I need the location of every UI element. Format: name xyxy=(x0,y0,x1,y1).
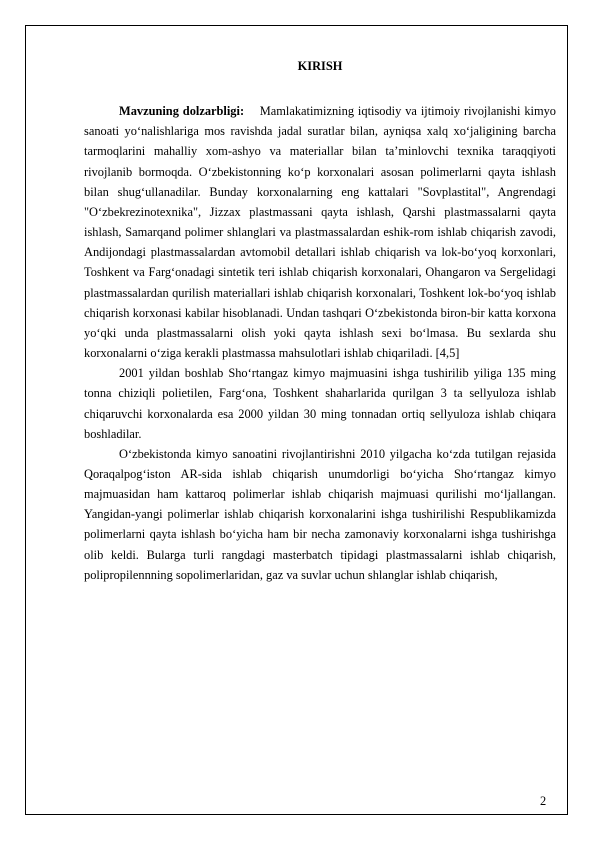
page-number: 2 xyxy=(540,794,547,808)
relevance-text: Mamlakatimizning iqtisodiy va ijtimoiy rivojlanishi kimyo sanoati yo‘nalishlariga mos ravishda jadal suratlar bilan, ayniqsa xalq xo‘jaligining barcha tarmoqlarini mahalliy xom-ashyo va materiallar bilan ta’minlovchi texnika taraqqiyoti rivojlanib bormoqda. O‘zbekistonning ko‘p korxonalari asosan polimerlarni qayta ishlash bilan shug‘ullanadilar. Bunday korxonalarning eng kattalari "Sovplastital", Angrendagi "O‘zbekrezinotexnika", Jizzax plastmassani qayta ishlash, Qarshi plastmassalarni qayta ishlash, Samarqand polimer shlanglari va plastmassalardan eshik-rom ishlab chiqarish zavodi, Andijondagi plastmassalardan avtomobil detallari ishlab chiqarish va lok-bo‘yoq korxonlari, Toshkent va Farg‘onadagi sintetik teri ishlab chiqarish korxonalari, Ohangaron va Sergelidagi plastmassalardan qurilish materiallari ishlab chiqarish korxonalari, Toshkent lok-bo‘yoq ishlab chiqarish korxonasi kabilar hisoblanadi. Undan tashqari O‘zbekistonda biron-bir katta korxona yo‘qki unda plastmassalarni olish yoki qayta ishlash sexi bo‘lmasa. Bu sexlarda shu korxonalarni o‘ziga kerakli plastmassa mahsulotlari ishlab chiqariladi. [4,5] xyxy=(84,104,556,361)
document-body xyxy=(84,50,556,585)
paragraph-shortangaz: 2001 yildan boshlab Sho‘rtangaz kimyo majmuasini ishga tushirilib yiliga 135 ming tonna chiziqli polietilen, Farg‘ona, Toshkent shaharlarida qurilgan 3 ta sellyuloza ishlab chiqaruvchi korxonalarda esa 2000 yildan 30 ming tonnadan ortiq sellyuloza ishlab chiqara boshladilar. xyxy=(84,366,556,441)
paragraph-chemical-industry-plan: O‘zbekistonda kimyo sanoatini rivojlantirishni 2010 yilgacha ko‘zda tutilgan rejasida Qoraqalpog‘iston AR-sida ishlab chiqarish unumdorligi bo‘yicha Sho‘rtangaz kimyo majmuasidan ham kattaroq polimerlar ishlab chiqarish majmuasi qurilishi mo‘ljallangan. Yangidan-yangi polimerlar ishlab chiqarish korxonalarini ishga tushirilishi Respublikamizda polimerlarni qayta ishlash bo‘yicha ham bir necha zamonaviy korxonalarni ishga tushirishga olib keldi. Bularga turli rangdagi masterbatch tipidagi plastmassalarni ishlab chiqarish, polipropilennning sopolimerlaridan, gaz va suvlar uchun shlanglar ishlab chiqarish, xyxy=(84,446,556,582)
relevance-lead: Mavzuning dolzarbligi: xyxy=(119,104,245,119)
section-title: KIRISH xyxy=(297,59,343,73)
paragraph-relevance xyxy=(84,101,556,363)
